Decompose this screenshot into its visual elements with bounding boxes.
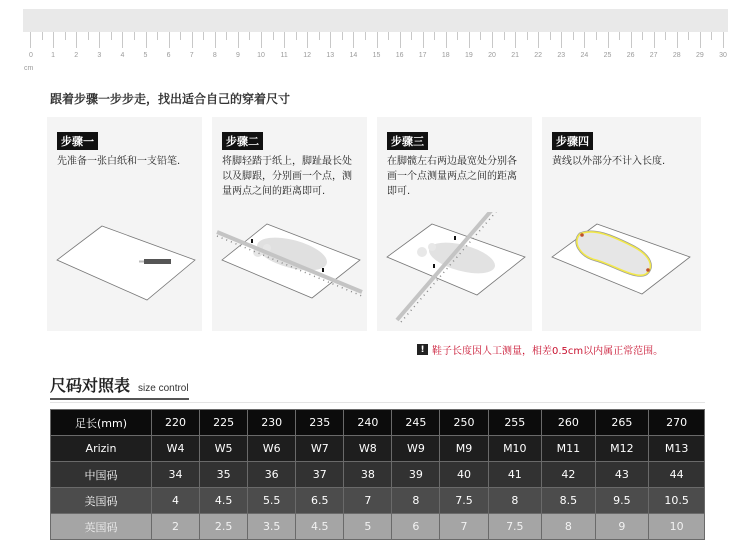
ruler-tick-minor — [688, 32, 689, 40]
table-cell: 3.5 — [248, 514, 296, 540]
table-cell: M11 — [542, 436, 596, 462]
measurement-tolerance-note — [417, 342, 663, 357]
ruler-tick-label: 17 — [418, 52, 427, 59]
step-panel-1 — [47, 117, 202, 331]
step-text: 将脚轻踏于纸上，脚趾最长处以及脚跟，分别画一个点，测量两点之间的距离即可. — [222, 156, 352, 197]
row-header: 足长(mm) — [51, 410, 152, 436]
ruler-tick-minor — [296, 32, 297, 40]
ruler-tick-major — [330, 32, 331, 48]
table-cell: 10 — [649, 514, 705, 540]
table-cell: 43 — [595, 462, 649, 488]
table-cell: 42 — [542, 462, 596, 488]
ruler-tick-minor — [527, 32, 528, 40]
ruler-tick-minor — [134, 32, 135, 40]
ruler-tick-minor — [111, 32, 112, 40]
table-cell: M12 — [595, 436, 649, 462]
table-cell: 44 — [649, 462, 705, 488]
table-row — [51, 462, 705, 488]
ruler-tick-label: 12 — [303, 52, 312, 59]
ruler-tick-label: 27 — [649, 52, 658, 59]
table-row — [51, 488, 705, 514]
step-badge: 步骤一 — [57, 132, 98, 150]
ruler-tick-minor — [157, 32, 158, 40]
table-cell: 10.5 — [649, 488, 705, 514]
ruler-tick-major — [538, 32, 539, 48]
ruler-tick-minor — [665, 32, 666, 40]
step-panel-3 — [377, 117, 532, 331]
table-cell: 260 — [542, 410, 596, 436]
table-cell: 39 — [392, 462, 440, 488]
ruler-tick-major — [608, 32, 609, 48]
ruler-tick-label: 20 — [488, 52, 496, 59]
ruler-tick-label: 19 — [464, 52, 473, 59]
ruler-tick-label: 29 — [695, 52, 704, 59]
ruler-tick-major — [469, 32, 470, 48]
table-cell: 235 — [296, 410, 344, 436]
step-badge: 步骤二 — [222, 132, 263, 150]
table-cell: 245 — [392, 410, 440, 436]
table-cell: 265 — [595, 410, 649, 436]
step-text: 黄线以外部分不计入长度. — [552, 156, 666, 167]
ruler-tick-major — [146, 32, 147, 48]
ruler-tick-major — [677, 32, 678, 48]
row-header: Arizin — [51, 436, 152, 462]
ruler-tick-label: 7 — [189, 52, 194, 59]
table-row — [51, 514, 705, 540]
ruler-tick-major — [654, 32, 655, 48]
size-chart-title: 尺码对照表 — [50, 376, 131, 395]
table-cell: M9 — [440, 436, 488, 462]
table-cell: 255 — [488, 410, 542, 436]
ruler-tick-minor — [319, 32, 320, 40]
table-cell: 4 — [152, 488, 200, 514]
table-cell: 2.5 — [200, 514, 248, 540]
table-cell: 8.5 — [542, 488, 596, 514]
table-cell: 8 — [392, 488, 440, 514]
table-cell: 35 — [200, 462, 248, 488]
step-panel-4 — [542, 117, 701, 331]
ruler-tick-minor — [365, 32, 366, 40]
table-cell: 4.5 — [296, 514, 344, 540]
table-cell: 6.5 — [296, 488, 344, 514]
table-cell: 34 — [152, 462, 200, 488]
table-cell: 225 — [200, 410, 248, 436]
step-text: 先准备一张白纸和一支铅笔. — [57, 156, 181, 167]
ruler-tick-minor — [273, 32, 274, 40]
table-cell: W5 — [200, 436, 248, 462]
ruler-tick-minor — [504, 32, 505, 40]
ruler-tick-label: 23 — [557, 52, 566, 59]
ruler-tick-major — [561, 32, 562, 48]
ruler-tick-minor — [249, 32, 250, 40]
ruler-tick-label: 2 — [74, 52, 79, 59]
ruler-tick-minor — [550, 32, 551, 40]
ruler-tick-major — [723, 32, 724, 48]
ruler-tick-label: 11 — [280, 52, 288, 59]
ruler-tick-label: 0 — [29, 52, 33, 59]
ruler-tick-label: 1 — [51, 52, 56, 59]
ruler-tick-minor — [619, 32, 620, 40]
ruler-tick-minor — [411, 32, 412, 40]
row-header: 中国码 — [51, 462, 152, 488]
table-cell: M13 — [649, 436, 705, 462]
table-cell: 38 — [344, 462, 392, 488]
ruler-tick-label: 9 — [235, 52, 240, 59]
ruler-tick-label: 24 — [580, 52, 589, 59]
table-cell: 250 — [440, 410, 488, 436]
ruler-tick-minor — [642, 32, 643, 40]
row-header: 英国码 — [51, 514, 152, 540]
step-panel-2 — [212, 117, 367, 331]
ruler-tick-major — [215, 32, 216, 48]
ruler-tick-minor — [596, 32, 597, 40]
ruler-tick-minor — [434, 32, 435, 40]
ruler-tick-minor — [88, 32, 89, 40]
table-cell: 9.5 — [595, 488, 649, 514]
ruler-unit-label: cm — [24, 65, 34, 72]
ruler-tick-label: 13 — [326, 52, 335, 59]
ruler-tick-major — [30, 32, 31, 48]
ruler-tick-major — [446, 32, 447, 48]
row-header: 美国码 — [51, 488, 152, 514]
ruler-tick-major — [261, 32, 262, 48]
table-cell: 37 — [296, 462, 344, 488]
table-cell: 6 — [392, 514, 440, 540]
table-cell: 7.5 — [488, 514, 542, 540]
ruler-tick-minor — [388, 32, 389, 40]
ruler-tick-label: 21 — [511, 52, 519, 59]
ruler-tick-label: 30 — [719, 52, 727, 59]
ruler-tick-major — [515, 32, 516, 48]
ruler-tick-label: 25 — [603, 52, 612, 59]
table-cell: 5.5 — [248, 488, 296, 514]
table-cell: 4.5 — [200, 488, 248, 514]
table-cell: 2 — [152, 514, 200, 540]
ruler-tick-minor — [180, 32, 181, 40]
step-badge: 步骤四 — [552, 132, 593, 150]
ruler-tick-major — [631, 32, 632, 48]
ruler-tick-label: 8 — [212, 52, 217, 59]
table-cell: 230 — [248, 410, 296, 436]
table-cell: 270 — [649, 410, 705, 436]
ruler-tick-label: 22 — [534, 52, 543, 59]
ruler-tick-minor — [65, 32, 66, 40]
table-cell: 8 — [542, 514, 596, 540]
ruler-tick-label: 26 — [626, 52, 635, 59]
step-badge: 步骤三 — [387, 132, 428, 150]
size-chart-heading — [50, 373, 189, 400]
ruler-tick-minor — [203, 32, 204, 40]
ruler-tick-label: 6 — [166, 52, 171, 59]
table-cell: W9 — [392, 436, 440, 462]
note-text: 鞋子长度因人工测量，相差0.5cm以内属正常范围。 — [432, 346, 664, 357]
ruler-tick-major — [53, 32, 54, 48]
ruler-tick-major — [99, 32, 100, 48]
ruler-tick-minor — [480, 32, 481, 40]
ruler-tick-minor — [457, 32, 458, 40]
ruler-tick-label: 5 — [143, 52, 148, 59]
ruler-tick-minor — [42, 32, 43, 40]
table-cell: W8 — [344, 436, 392, 462]
table-cell: 7 — [440, 514, 488, 540]
table-row — [51, 410, 705, 436]
exclamation-icon: ! — [417, 344, 428, 355]
measure-instructions-title: 跟着步骤一步步走，找出适合自己的穿着尺寸 — [50, 92, 291, 106]
ruler-tick-minor — [711, 32, 712, 40]
ruler-tick-label: 18 — [441, 52, 450, 59]
table-cell: 240 — [344, 410, 392, 436]
ruler-tick-major — [76, 32, 77, 48]
ruler-tick-major — [400, 32, 401, 48]
table-cell: W6 — [248, 436, 296, 462]
step-text: 在脚髋左右两边最宽处分别各画一个点测量两点之间的距离即可. — [387, 156, 517, 197]
ruler-tick-major — [423, 32, 424, 48]
paper-pencil-illustration — [47, 212, 202, 327]
ruler-tick-major — [492, 32, 493, 48]
table-cell: 7 — [344, 488, 392, 514]
table-cell: 5 — [344, 514, 392, 540]
ruler-tick-minor — [226, 32, 227, 40]
ruler-tick-major — [700, 32, 701, 48]
table-cell: 7.5 — [440, 488, 488, 514]
ruler-tick-major — [169, 32, 170, 48]
table-cell: 8 — [488, 488, 542, 514]
table-cell: M10 — [488, 436, 542, 462]
ruler-tick-label: 28 — [672, 52, 681, 59]
ruler-tick-label: 16 — [395, 52, 404, 59]
ruler-tick-major — [284, 32, 285, 48]
ruler-tick-major — [307, 32, 308, 48]
ruler-tick-major — [238, 32, 239, 48]
ruler-tick-minor — [573, 32, 574, 40]
divider — [50, 402, 705, 403]
table-cell: 9 — [595, 514, 649, 540]
ruler-tick-label: 15 — [372, 52, 381, 59]
foot-length-illustration — [212, 212, 367, 327]
ruler-tick-label: 3 — [97, 52, 102, 59]
ruler-tick-minor — [342, 32, 343, 40]
ruler-bar — [23, 9, 728, 32]
size-chart-subtitle: size control — [138, 383, 189, 394]
foot-outline-illustration — [542, 212, 701, 327]
ruler-tick-major — [584, 32, 585, 48]
table-cell: 220 — [152, 410, 200, 436]
table-cell: 41 — [488, 462, 542, 488]
foot-width-illustration — [377, 212, 532, 327]
ruler-tick-major — [353, 32, 354, 48]
table-cell: W4 — [152, 436, 200, 462]
size-chart-table — [50, 409, 705, 540]
table-cell: W7 — [296, 436, 344, 462]
table-cell: 40 — [440, 462, 488, 488]
ruler-tick-major — [377, 32, 378, 48]
table-row — [51, 436, 705, 462]
table-cell: 36 — [248, 462, 296, 488]
ruler-tick-major — [192, 32, 193, 48]
ruler-tick-label: 14 — [349, 52, 358, 59]
ruler-tick-label: 10 — [257, 52, 265, 59]
ruler-tick-major — [122, 32, 123, 48]
ruler-tick-label: 4 — [120, 52, 125, 59]
